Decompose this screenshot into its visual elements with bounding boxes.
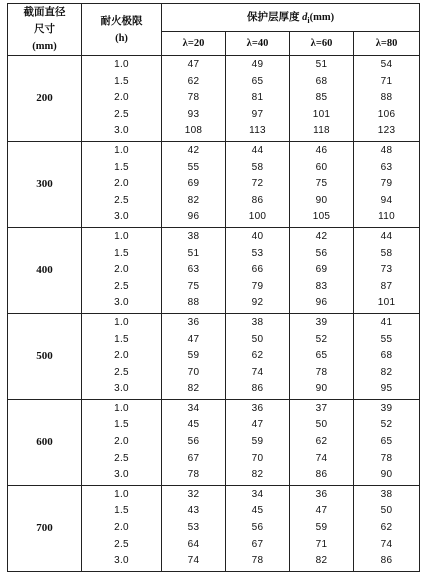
thickness-value: 90 bbox=[315, 383, 328, 395]
thickness-value: 53 bbox=[187, 522, 200, 534]
thickness-value: 123 bbox=[377, 125, 396, 137]
table-row bbox=[8, 56, 420, 142]
thickness-value: 72 bbox=[251, 178, 264, 190]
thickness-value: 44 bbox=[251, 144, 264, 156]
fire-resistance-value: 1.0 bbox=[114, 144, 129, 156]
thickness-cell bbox=[162, 227, 226, 313]
thickness-cell bbox=[354, 227, 420, 313]
thickness-value: 38 bbox=[380, 488, 393, 500]
lambda-40-header: λ=40 bbox=[226, 31, 290, 55]
thickness-value: 81 bbox=[251, 92, 264, 104]
thickness-value: 71 bbox=[380, 75, 393, 87]
thickness-value: 74 bbox=[315, 452, 328, 464]
thickness-value: 78 bbox=[315, 366, 328, 378]
thickness-value: 42 bbox=[187, 144, 200, 156]
fire-resistance-value: 1.0 bbox=[114, 402, 129, 414]
table-row bbox=[8, 485, 420, 571]
thickness-value: 86 bbox=[251, 194, 264, 206]
thickness-cell bbox=[226, 56, 290, 142]
thickness-value: 69 bbox=[187, 178, 200, 190]
fire-resistance-value: 3.0 bbox=[114, 211, 129, 223]
thickness-value: 108 bbox=[184, 125, 203, 137]
thickness-value: 62 bbox=[315, 436, 328, 448]
thickness-value: 47 bbox=[251, 419, 264, 431]
thickness-value: 93 bbox=[187, 108, 200, 120]
diameter-cell: 200 bbox=[8, 56, 82, 142]
diameter-cell: 700 bbox=[8, 485, 82, 571]
thickness-value: 73 bbox=[380, 264, 393, 276]
diameter-cell: 400 bbox=[8, 227, 82, 313]
fire-resistance-cell bbox=[82, 227, 162, 313]
diameter-cell: 500 bbox=[8, 313, 82, 399]
thickness-value: 42 bbox=[315, 230, 328, 242]
fire-resistance-value: 1.5 bbox=[114, 161, 129, 173]
thickness-value: 78 bbox=[380, 452, 393, 464]
table-row bbox=[8, 313, 420, 399]
thickness-value: 39 bbox=[315, 316, 328, 328]
fire-resistance-value: 2.5 bbox=[114, 452, 129, 464]
thickness-value: 95 bbox=[380, 383, 393, 395]
fire-resistance-cell bbox=[82, 485, 162, 571]
thickness-cell bbox=[226, 227, 290, 313]
thickness-cell bbox=[162, 313, 226, 399]
thickness-value: 52 bbox=[315, 333, 328, 345]
thickness-value: 47 bbox=[187, 59, 200, 70]
table-row bbox=[8, 141, 420, 227]
thickness-cell bbox=[290, 141, 354, 227]
thickness-value: 69 bbox=[315, 264, 328, 276]
thickness-value: 110 bbox=[378, 211, 395, 223]
thickness-value: 50 bbox=[315, 419, 328, 431]
thickness-value: 59 bbox=[251, 436, 264, 448]
thickness-value: 58 bbox=[380, 247, 393, 259]
thickness-value: 34 bbox=[251, 488, 264, 500]
fire-resistance-value: 3.0 bbox=[114, 469, 129, 481]
thickness-value: 66 bbox=[251, 264, 264, 276]
thickness-value: 32 bbox=[187, 488, 200, 500]
fire-protection-table bbox=[7, 3, 420, 572]
fire-resistance-value: 3.0 bbox=[114, 297, 129, 309]
thickness-value: 96 bbox=[187, 211, 200, 223]
diameter-header: 截面直径 尺寸 (mm) bbox=[8, 4, 82, 56]
diameter-cell: 600 bbox=[8, 399, 82, 485]
table-row bbox=[8, 399, 420, 485]
thickness-value: 86 bbox=[251, 383, 264, 395]
thickness-cell bbox=[354, 56, 420, 142]
thickness-value: 97 bbox=[251, 108, 264, 120]
fire-resistance-cell bbox=[82, 399, 162, 485]
thickness-value: 55 bbox=[380, 333, 393, 345]
fire-resistance-header: 耐火极限 (h) bbox=[82, 4, 162, 56]
fire-resistance-value: 1.5 bbox=[114, 505, 129, 517]
table-body bbox=[8, 56, 420, 572]
fire-resistance-cell bbox=[82, 313, 162, 399]
fire-resistance-value: 3.0 bbox=[114, 125, 129, 137]
thickness-value: 101 bbox=[312, 108, 331, 120]
thickness-value: 67 bbox=[251, 538, 264, 550]
thickness-cell bbox=[226, 399, 290, 485]
thickness-cell bbox=[290, 56, 354, 142]
thickness-value: 87 bbox=[380, 280, 393, 292]
fire-resistance-value: 1.5 bbox=[114, 247, 129, 259]
fire-resistance-value: 1.0 bbox=[114, 316, 129, 328]
thickness-cell bbox=[162, 56, 226, 142]
thickness-value: 47 bbox=[187, 333, 200, 345]
fire-resistance-cell bbox=[82, 141, 162, 227]
thickness-value: 62 bbox=[380, 522, 393, 534]
thickness-value: 56 bbox=[315, 247, 328, 259]
thickness-value: 46 bbox=[315, 144, 328, 156]
thickness-cell bbox=[162, 399, 226, 485]
thickness-value: 74 bbox=[251, 366, 264, 378]
thickness-value: 70 bbox=[251, 452, 264, 464]
thickness-header: 保护层厚度 $d_i(mm)$ bbox=[162, 4, 420, 32]
thickness-cell bbox=[290, 399, 354, 485]
thickness-value: 92 bbox=[251, 297, 264, 309]
thickness-value: 58 bbox=[251, 161, 264, 173]
fire-resistance-cell bbox=[82, 56, 162, 142]
fire-protection-table-container bbox=[7, 3, 419, 572]
thickness-value: 45 bbox=[251, 505, 264, 517]
fire-resistance-value: 1.0 bbox=[114, 488, 129, 500]
thickness-value: 45 bbox=[187, 419, 200, 431]
thickness-value: 71 bbox=[315, 538, 328, 550]
thickness-value: 43 bbox=[187, 505, 200, 517]
thickness-value: 63 bbox=[380, 161, 393, 173]
thickness-value: 82 bbox=[380, 366, 393, 378]
thickness-value: 113 bbox=[249, 125, 266, 137]
thickness-value: 79 bbox=[380, 178, 393, 190]
fire-resistance-value: 2.5 bbox=[114, 538, 129, 550]
thickness-value: 82 bbox=[187, 194, 200, 206]
thickness-value: 48 bbox=[380, 144, 393, 156]
thickness-value: 41 bbox=[380, 316, 393, 328]
fire-resistance-value: 1.5 bbox=[114, 75, 129, 87]
thickness-value: 65 bbox=[315, 350, 328, 362]
fire-resistance-value: 2.0 bbox=[114, 350, 129, 362]
thickness-value: 36 bbox=[187, 316, 200, 328]
thickness-value: 67 bbox=[187, 452, 200, 464]
thickness-value: 75 bbox=[315, 178, 328, 190]
thickness-value: 37 bbox=[315, 402, 328, 414]
lambda-60-header: λ=60 bbox=[290, 31, 354, 55]
thickness-cell bbox=[290, 313, 354, 399]
thickness-cell bbox=[290, 485, 354, 571]
thickness-value: 85 bbox=[315, 92, 328, 104]
thickness-value: 62 bbox=[187, 75, 200, 87]
thickness-value: 78 bbox=[187, 92, 200, 104]
lambda-80-header: λ=80 bbox=[354, 31, 420, 55]
fire-resistance-value: 3.0 bbox=[114, 383, 129, 395]
thickness-value: 60 bbox=[315, 161, 328, 173]
thickness-cell bbox=[226, 313, 290, 399]
thickness-value: 82 bbox=[315, 555, 328, 567]
thickness-value: 78 bbox=[251, 555, 264, 567]
thickness-value: 79 bbox=[251, 280, 264, 292]
fire-resistance-value: 1.0 bbox=[114, 230, 129, 242]
thickness-cell bbox=[226, 485, 290, 571]
thickness-value: 90 bbox=[315, 194, 328, 206]
thickness-value: 63 bbox=[187, 264, 200, 276]
thickness-cell bbox=[354, 399, 420, 485]
thickness-value: 96 bbox=[315, 297, 328, 309]
thickness-value: 82 bbox=[251, 469, 264, 481]
thickness-value: 88 bbox=[380, 92, 393, 104]
thickness-cell bbox=[354, 313, 420, 399]
fire-resistance-value: 2.5 bbox=[114, 108, 129, 120]
thickness-value: 86 bbox=[380, 555, 393, 567]
thickness-cell bbox=[354, 141, 420, 227]
thickness-cell bbox=[162, 485, 226, 571]
diameter-cell: 300 bbox=[8, 141, 82, 227]
fire-resistance-value: 1.0 bbox=[114, 59, 129, 70]
thickness-value: 51 bbox=[315, 59, 328, 70]
thickness-value: 82 bbox=[187, 383, 200, 395]
thickness-cell bbox=[226, 141, 290, 227]
fire-resistance-value: 2.0 bbox=[114, 436, 129, 448]
thickness-value: 55 bbox=[187, 161, 200, 173]
thickness-value: 56 bbox=[187, 436, 200, 448]
thickness-value: 64 bbox=[187, 538, 200, 550]
thickness-value: 40 bbox=[251, 230, 264, 242]
thickness-value: 34 bbox=[187, 402, 200, 414]
thickness-value: 59 bbox=[315, 522, 328, 534]
thickness-value: 74 bbox=[187, 555, 200, 567]
thickness-value: 83 bbox=[315, 280, 328, 292]
thickness-value: 53 bbox=[251, 247, 264, 259]
thickness-value: 78 bbox=[187, 469, 200, 481]
thickness-cell bbox=[354, 485, 420, 571]
thickness-value: 86 bbox=[315, 469, 328, 481]
fire-resistance-value: 1.5 bbox=[114, 333, 129, 345]
lambda-20-header: λ=20 bbox=[162, 31, 226, 55]
thickness-cell bbox=[290, 227, 354, 313]
fire-resistance-value: 2.5 bbox=[114, 366, 129, 378]
thickness-value: 36 bbox=[315, 488, 328, 500]
thickness-value: 52 bbox=[380, 419, 393, 431]
thickness-value: 38 bbox=[251, 316, 264, 328]
thickness-value: 56 bbox=[251, 522, 264, 534]
thickness-value: 38 bbox=[187, 230, 200, 242]
thickness-value: 94 bbox=[380, 194, 393, 206]
thickness-cell bbox=[162, 141, 226, 227]
fire-resistance-value: 1.5 bbox=[114, 419, 129, 431]
thickness-value: 65 bbox=[251, 75, 264, 87]
fire-resistance-value: 2.0 bbox=[114, 522, 129, 534]
thickness-value: 51 bbox=[187, 247, 200, 259]
thickness-value: 39 bbox=[380, 402, 393, 414]
thickness-value: 47 bbox=[315, 505, 328, 517]
thickness-value: 59 bbox=[187, 350, 200, 362]
thickness-value: 70 bbox=[187, 366, 200, 378]
fire-resistance-value: 2.0 bbox=[114, 264, 129, 276]
thickness-value: 88 bbox=[187, 297, 200, 309]
fire-resistance-value: 2.0 bbox=[114, 178, 129, 190]
thickness-value: 44 bbox=[380, 230, 393, 242]
table-row bbox=[8, 227, 420, 313]
thickness-value: 106 bbox=[377, 108, 396, 120]
thickness-value: 101 bbox=[377, 297, 396, 309]
fire-resistance-value: 2.0 bbox=[114, 92, 129, 104]
thickness-value: 90 bbox=[380, 469, 393, 481]
thickness-value: 65 bbox=[380, 436, 393, 448]
thickness-value: 100 bbox=[248, 211, 267, 223]
thickness-value: 105 bbox=[312, 211, 331, 223]
thickness-value: 68 bbox=[315, 75, 328, 87]
fire-resistance-value: 2.5 bbox=[114, 194, 129, 206]
fire-resistance-value: 3.0 bbox=[114, 555, 129, 567]
thickness-value: 50 bbox=[251, 333, 264, 345]
thickness-value: 118 bbox=[313, 125, 330, 137]
thickness-value: 50 bbox=[380, 505, 393, 517]
thickness-value: 49 bbox=[251, 59, 264, 70]
thickness-value: 62 bbox=[251, 350, 264, 362]
thickness-value: 68 bbox=[380, 350, 393, 362]
thickness-value: 74 bbox=[380, 538, 393, 550]
fire-resistance-value: 2.5 bbox=[114, 280, 129, 292]
thickness-value: 36 bbox=[251, 402, 264, 414]
thickness-value: 75 bbox=[187, 280, 200, 292]
thickness-value: 54 bbox=[380, 59, 393, 70]
